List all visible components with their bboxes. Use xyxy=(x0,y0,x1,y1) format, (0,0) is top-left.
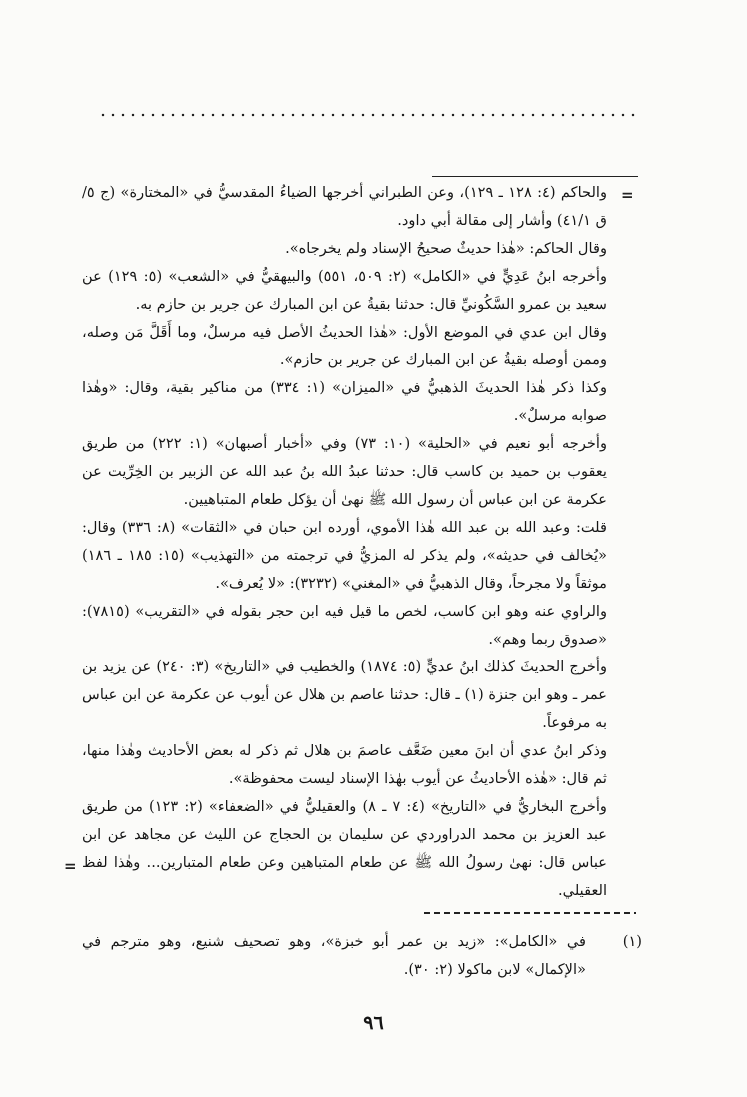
paragraph: وأخرجه ابنُ عَدِيٍّ في «الكامل» (٢: ٥٠٩، ٥٥١) والبيهقيُّ في «الشعب» (٥: ١٢٩) عن سعيد بن عمرو السَّكُونيِّ قال: حدثنا بقيةُ عن ابن المبارك عن جرير بن حازم به. xyxy=(82,267,607,313)
paragraph: قلت: وعبد الله بن عبد الله هٰذا الأموي، أورده ابن حبان في «الثقات» (٨: ٣٣٦) وقال: «يُخالف في حديثه»، ولم يذكر له المزيُّ في ترجمته من «التهذيب» (١٥: ١٨٥ ـ ١٨٦) موثقاً ولا مجرحاً، وقال الذهبيُّ في «المغني» (٣٢٣٢): «لا يُعرف». xyxy=(82,518,607,592)
footnote-text: في «الكامل»: «زيد بن عمر أبو خبزة»، وهو تصحيف شنيع، وهو مترجم في «الإكمال» لابن ماكولا (٢: ٣٠). xyxy=(82,933,586,978)
paragraph: وأخرجه أبو نعيم في «الحلية» (١٠: ٧٣) وفي «أخبار أصبهان» (١: ٢٢٢) من طريق يعقوب بن حميد بن كاسب قال: حدثنا عبدُ الله بنُ عبد الله عن الزبير بن الخِرِّيت عن عكرمة عن ابن عباس أن رسول الله ﷺ نهىٰ أن يؤكل طعام المتباهيين. xyxy=(82,435,607,508)
footnote xyxy=(82,928,642,984)
paragraph: وأخرج البخاريُّ في «التاريخ» (٤: ٧ ـ ٨) والعقيليُّ في «الضعفاء» (٢: ١٢٣) من طريق عبد العزيز بن محمد الدراوردي عن سليمان بن الحجاج عن الليث عن مجاهد عن ابن عباس قال: نهىٰ رسولُ الله ﷺ عن طعام المتباهين وعن طعام المتبارين... وهٰذا لفظ العقيلي. xyxy=(82,797,607,899)
paragraph: وأخرج الحديثَ كذلك ابنُ عديٍّ (٥: ١٨٧٤) والخطيب في «التاريخ» (٣: ٢٤٠) عن يزيد بن عمر ـ وهو ابن جنزة (١) ـ قال: حدثنا عاصم بن هلال عن أيوب عن عكرمة عن ابن عباس به مرفوعاً. xyxy=(82,658,608,732)
paragraph: وقال ابن عدي في الموضع الأول: «هٰذا الحديثُ الأصل فيه مرسلٌ، وما أَقَلَّ مَن وصله، وممن أوصله بقيةُ عن ابن المبارك عن جرير بن حازم». xyxy=(82,323,607,369)
continuation-mark-top: = xyxy=(621,186,634,204)
dotted-separator xyxy=(98,112,638,118)
footnote-number: (١) xyxy=(622,933,642,950)
main-text xyxy=(82,179,607,905)
paragraph: وكذا ذكر هٰذا الحديثَ الذهبيُّ في «الميزان» (١: ٣٣٤) من مناكير بقية، وقال: «وهٰذا صوابه مرسلٌ». xyxy=(82,379,607,425)
paragraph: والحاكم (٤: ١٢٨ ـ ١٢٩)، وعن الطبراني أخرجها الضياءُ المقدسيُّ في «المختارة» (ج ٥/ق ٤١/١) وأشار إلى مقالة أبي داود. xyxy=(82,184,607,229)
top-rule xyxy=(432,176,638,177)
paragraph: وذكر ابنُ عدي أن ابنَ معين ضَعَّف عاصمَ بن هلال ثم ذكر له بعض الأحاديث وهٰذا منها، ثم قال: «هٰذه الأحاديثُ عن أيوب بهٰذا الإسناد ليست محفوظة». xyxy=(82,742,607,788)
footnote-separator xyxy=(424,912,636,914)
page-number: ٩٦ xyxy=(363,1012,384,1034)
continuation-mark-bottom: = xyxy=(64,857,77,875)
paragraph: وقال الحاكم: «هٰذا حديثٌ صحيحُ الإسناد ولم يخرجاه». xyxy=(285,239,607,257)
paragraph: والراوي عنه وهو ابن كاسب، لخص ما قيل فيه ابن حجر بقوله في «التقريب» (٧٨١٥): «صدوق ربما وهم». xyxy=(82,602,607,648)
